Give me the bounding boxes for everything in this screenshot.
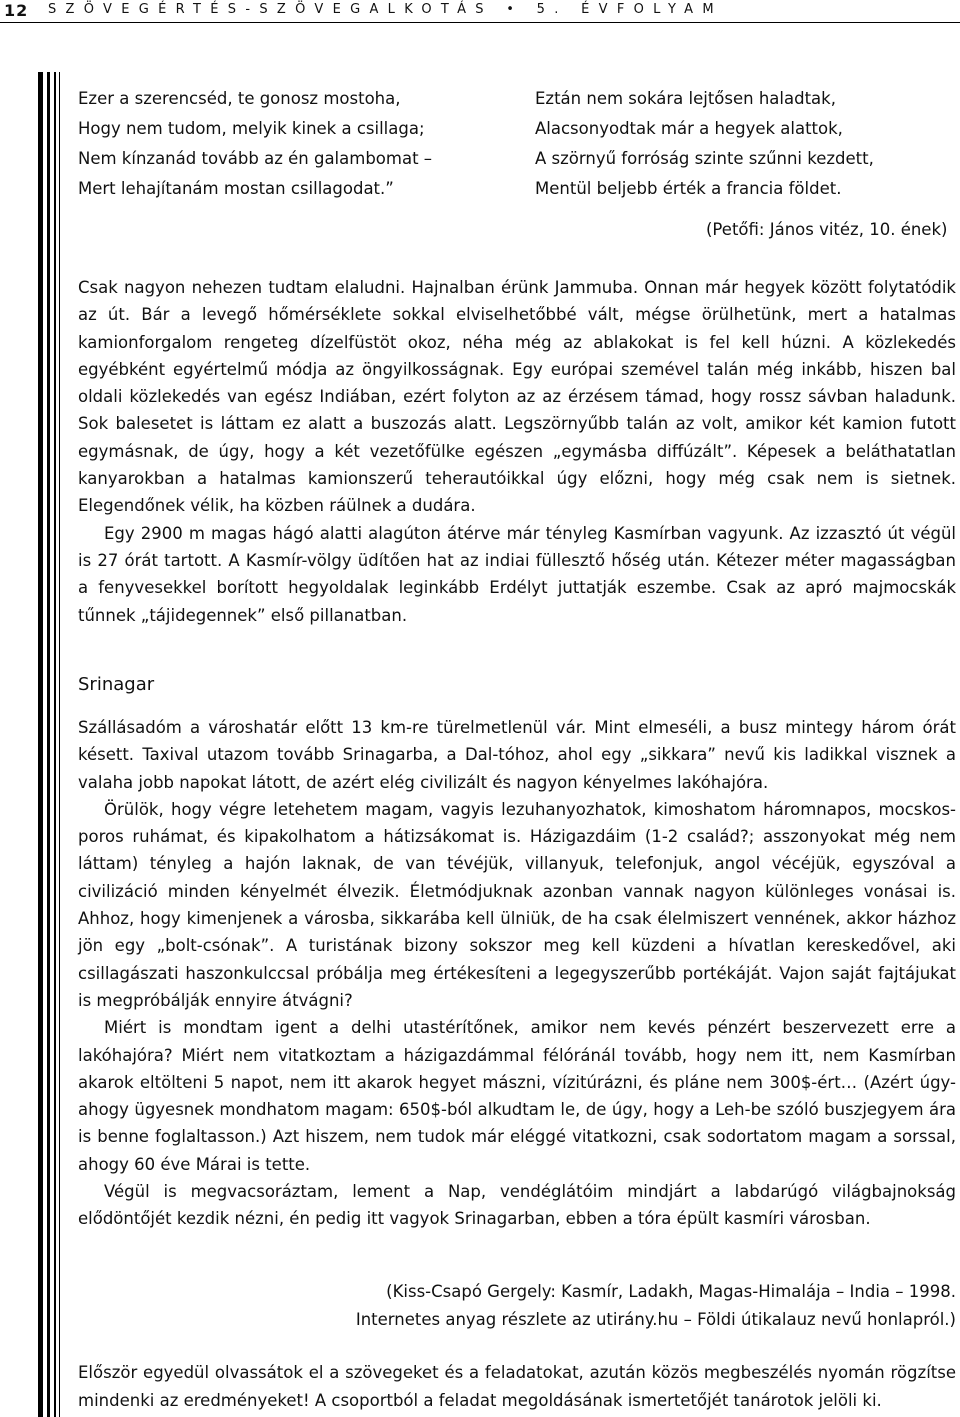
paragraph: Csak nagyon nehezen tudtam elaludni. Hajnalban érünk Jammuba. Onnan már hegyek között folytatódik az út. Bár a levegő hőmérséklete sokkal elviselhetőbbé vált, mégse örülhetünk, mert a hatalmas kamionforgalom rengeteg dízelfüstöt okoz, néha még az ablakokat is fel kell húzni. A közlekedés egyébként egyértelmű módja az öngyilkosságnak. Egy európai szemével talán még inkább, hiszen bal oldali közlekedés van egész Indiában, ezért folyton az az érzésem támad, hogy rossz sávban haladunk. Sok balesetet is láttam ez alatt a buszozás alatt. Legszörnyűbb talán az volt, amikor két kamion futott egymásnak, de úgy, hogy a két vezetőfülke egészen „egymásba diffúzált”. Képesek a beláthatatlan kanyarokban a hatalmas kamionszerű teherautóikkal úgy előzni, hogy még csak nem is sietnek. Elegendőnek vélik, ha közben ráülnek a dudára. <box>78 278 956 516</box>
running-title: SZÖVEGÉRTÉS-SZÖVEGALKOTÁS • 5. ÉVFOLYAM <box>48 2 723 17</box>
page-number: 12 <box>4 1 29 20</box>
poem-line: Nem kínzanád tovább az én galambomat – <box>78 149 433 168</box>
poem-line: Ezer a szerencséd, te gonosz mostoha, <box>78 89 401 108</box>
poem-line: Alacsonyodtak már a hegyek alattok, <box>535 119 843 138</box>
margin-bar <box>54 72 56 1417</box>
paragraph: Végül is megvacsoráztam, lement a Nap, vendéglátóim mindjárt a labdarúgó világbajnokság elődöntőjét kezdik nézni, én pedig itt vagyok Srinagarban, ebben a tóra épült kasmíri városban. <box>78 1182 956 1229</box>
body-text <box>78 274 956 629</box>
poem-line: Mentül beljebb érték a francia földet. <box>535 179 842 198</box>
margin-rule-bars <box>38 72 62 1417</box>
paragraph: Egy 2900 m magas hágó alatti alagúton átérve már tényleg Kasmírban vagyunk. Az izzasztó út végül is 27 órát tartott. A Kasmír-völgy üdítően hat az indiai füllesztő hőség után. Kétezer méter magasságban a fenyvesekkel borított hegyoldalak leginkább Erdélyt juttatják eszembe. Csak az apró majmocskák tűnnek „tájidegennek” első pillanatban. <box>78 523 956 625</box>
poem-line: Hogy nem tudom, melyik kinek a csillaga; <box>78 119 425 138</box>
paragraph: Örülök, hogy végre letehetem magam, vagyis lezuhanyozhatok, kimoshatom háromnapos, mocskos-poros ruhámat, és kipakolhatom a hátizsákomat is. Házigazdáim (1-2 család?; asszonyokat még nem láttam) tényleg a hajón laknak, de van tévéjük, villanyuk, telefonjuk, angol vécéjük, egyszóval a civilizáció minden kényelmét élvezik. Életmódjuknak azonban vannak nagyon különleges vonásai is. Ahhoz, hogy kimenjenek a városba, sikkarába kell ülniük, de ha csak élelmiszert vennének, akkor házhoz jön egy „bolt-csónak”. A turistának bizony sokszor meg kell küzdeni a hívatlan kereskedővel, aki csillagászati haszonkulccsal próbálja meg értékesíteni a legegyszerűbb portékáját. Vajon saját fajtájukat is megpróbálják ennyire átvágni? <box>78 799 956 1010</box>
poem-stanza-right <box>535 84 874 204</box>
source-line: (Kiss-Csapó Gergely: Kasmír, Ladakh, Magas-Himalája – India – 1998. <box>386 1282 956 1301</box>
task-text: Először egyedül olvassátok el a szövegeket és a feladatokat, azután közös megbeszélés nyomán rögzítse mindenki az eredményeket! A csoportból a feladat megoldásának ismertetőjét tanárotok jelöli ki. <box>78 1363 956 1410</box>
poem-line: Mert lehajítanám mostan csillagodat.” <box>78 179 394 198</box>
poem-stanza-left <box>78 84 432 204</box>
page-header <box>0 0 960 23</box>
margin-bar <box>59 72 60 1417</box>
paragraph: Szállásadóm a városhatár előtt 13 km-re türelmetlenül vár. Mint elmeséli, a busz mintegy három órát késett. Taxival utazom tovább Srinagarba, a Dal-tóhoz, ahol egy „sikkara” nevű kis ladikkal visznek a valaha jobb napokat látott, de azért elég civilizált és nagyon kényelmes lakóhajóra. <box>78 718 956 792</box>
margin-bar <box>47 72 50 1417</box>
source-citation <box>78 1278 956 1334</box>
srinagar-text <box>78 714 956 1233</box>
section-heading-srinagar: Srinagar <box>78 674 155 695</box>
poem-line: A szörnyű forróság szinte szűnni kezdett, <box>535 149 874 168</box>
poem-line: Eztán nem sokára lejtősen haladtak, <box>535 89 836 108</box>
margin-bar <box>38 72 43 1417</box>
task-instructions <box>78 1359 956 1415</box>
poem-citation: (Petőfi: János vitéz, 10. ének) <box>706 220 948 239</box>
source-line: Internetes anyag részlete az utirány.hu – Földi útikalauz nevű honlapról.) <box>355 1310 956 1329</box>
paragraph: Miért is mondtam igent a delhi utastérítőnek, amikor nem kevés pénzért beszervezett erre a lakóhajóra? Miért nem vitatkoztam a házigazdámmal félóránál tovább, hogy nem itt, nem Kasmírban akarok eltölteni 5 napot, nem itt akarok hegyet mászni, vízitúrázni, és pláne nem 300$-ért… (Azért úgy-ahogy ügyesnek mondhatom magam: 650$-ból alkudtam le, de úgy, hogy a Leh-be szóló buszjegyem ára is benne foglaltasson.) Azt hiszem, nem tudok már eléggé vitatkozni, csak sodortatom magam a sorssal, ahogy 60 éve Márai is tette. <box>78 1018 956 1174</box>
